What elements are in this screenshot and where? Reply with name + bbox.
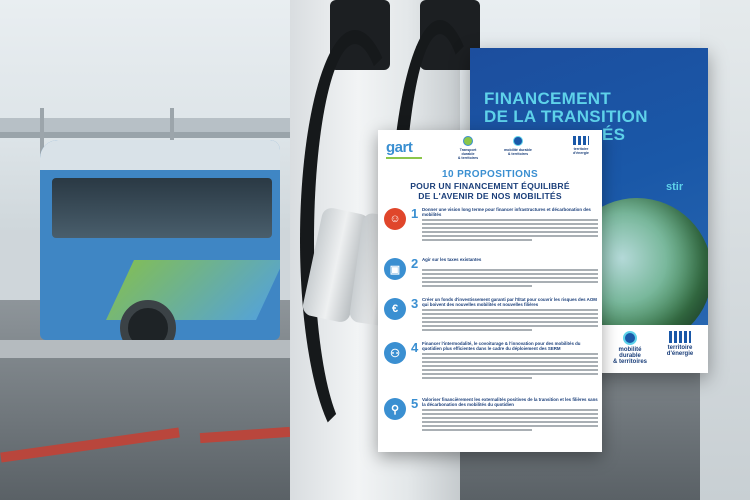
body-text-line bbox=[422, 231, 598, 233]
logo-text: & territoires bbox=[612, 359, 647, 365]
body-text-line bbox=[422, 269, 598, 271]
proposal-title: Créer un fonds d'investissement garanti par l'État pour couvrir les risques des AOM qui boivent des nouvelles mobilités et nouvelles filières bbox=[422, 297, 597, 307]
logo-text: d'énergie bbox=[573, 151, 589, 155]
body-text-line bbox=[422, 369, 598, 371]
body-text-line bbox=[422, 425, 598, 427]
document-heading: POUR UN FINANCEMENT ÉQUILIBRÉ bbox=[410, 181, 570, 191]
body-text-line bbox=[422, 281, 598, 283]
body-text-line bbox=[422, 353, 598, 355]
logo-text: & territoires bbox=[507, 152, 529, 156]
proposal-number: 3 bbox=[411, 296, 419, 311]
brochure-title-line: DE LA TRANSITION bbox=[484, 107, 648, 126]
euro-icon: € bbox=[384, 298, 406, 320]
electric-bus bbox=[40, 140, 280, 340]
bus-icon: ▣ bbox=[384, 258, 406, 280]
proposal-number: 4 bbox=[411, 340, 419, 355]
logo-text: mobilité durable bbox=[618, 347, 642, 359]
proposal-item bbox=[384, 396, 598, 452]
brochure-logo-mobilite bbox=[608, 331, 652, 365]
partner-logo bbox=[503, 136, 533, 156]
person-icon: ☺ bbox=[384, 208, 406, 230]
proposals-document bbox=[378, 130, 602, 452]
body-text-line bbox=[422, 313, 598, 315]
transport-logo-icon bbox=[463, 136, 473, 146]
body-text-line bbox=[422, 223, 598, 225]
proposal-title: Donner une vision long terme pour financer infrastructures et décarbonation des mobilités bbox=[422, 207, 591, 217]
network-icon: ⚇ bbox=[384, 342, 406, 364]
bus-windows bbox=[52, 178, 272, 238]
proposal-number: 1 bbox=[411, 206, 419, 221]
proposal-item bbox=[384, 340, 598, 400]
body-text-line bbox=[422, 273, 598, 275]
body-text-line bbox=[422, 413, 598, 415]
curb bbox=[0, 340, 300, 358]
partner-logo bbox=[566, 136, 596, 155]
station-canopy bbox=[0, 118, 300, 132]
gart-logo-underline bbox=[386, 157, 422, 159]
body-text-line bbox=[422, 417, 598, 419]
body-text-line bbox=[422, 317, 598, 319]
body-text-line bbox=[422, 235, 598, 237]
logo-text: territoire bbox=[667, 345, 693, 351]
bus-roof bbox=[40, 140, 280, 170]
body-text-line bbox=[422, 357, 598, 359]
brochure-logo-territoire bbox=[658, 331, 702, 357]
body-text-line bbox=[422, 285, 532, 287]
station-canopy-edge bbox=[0, 132, 300, 138]
logo-text: Transport durable bbox=[459, 148, 477, 156]
body-text-line bbox=[422, 239, 532, 241]
body-text-line bbox=[422, 227, 598, 229]
body-text-line bbox=[422, 361, 598, 363]
body-text-line bbox=[422, 365, 598, 367]
brochure-title-line: ÉS bbox=[602, 125, 626, 144]
document-heading: DE L'AVENIR DE NOS MOBILITÉS bbox=[418, 191, 562, 201]
proposal-title: Financer l'intermodalité, le covoiturage & l'innovation pour des mobilités du quotidien plus efficientes dans le cadre du déploiement des SERM bbox=[422, 341, 581, 351]
body-text-line bbox=[422, 329, 532, 331]
body-text-line bbox=[422, 373, 598, 375]
territoire-logo-icon bbox=[669, 331, 691, 343]
proposal-number: 2 bbox=[411, 256, 419, 271]
partner-logo bbox=[453, 136, 483, 160]
proposal-title: Valoriser financièrement les externalités positives de la transition et les filières sans la décarbonation des mobilités du quotidien bbox=[422, 397, 598, 407]
proposal-number: 5 bbox=[411, 396, 419, 411]
body-text-line bbox=[422, 377, 532, 379]
logo-text: territoire bbox=[573, 147, 589, 151]
brochure-title-line: FINANCEMENT bbox=[484, 89, 612, 108]
body-text-line bbox=[422, 421, 598, 423]
proposal-title: Agir sur les taxes existantes bbox=[422, 257, 482, 262]
body-text-line bbox=[422, 219, 598, 221]
brochure-footer bbox=[600, 325, 708, 373]
body-text-line bbox=[422, 321, 598, 323]
document-subtitle: 10 PROPOSITIONS bbox=[441, 169, 539, 180]
logo-text: mobilité durable bbox=[504, 148, 532, 152]
territoire-logo-icon bbox=[573, 136, 589, 145]
body-text-line bbox=[422, 429, 532, 431]
mobilite-logo-icon bbox=[623, 331, 637, 345]
mobilite-logo-icon bbox=[513, 136, 523, 146]
brochure-subtitle: stir bbox=[666, 181, 684, 193]
body-text-line bbox=[422, 277, 598, 279]
logo-text: d'énergie bbox=[666, 351, 694, 357]
body-text-line bbox=[422, 325, 598, 327]
body-text-line bbox=[422, 409, 598, 411]
gart-logo: gart bbox=[386, 139, 413, 156]
cargo-bike-icon: ⚲ bbox=[384, 398, 406, 420]
body-text-line bbox=[422, 309, 598, 311]
logo-text: & territoires bbox=[457, 156, 479, 160]
